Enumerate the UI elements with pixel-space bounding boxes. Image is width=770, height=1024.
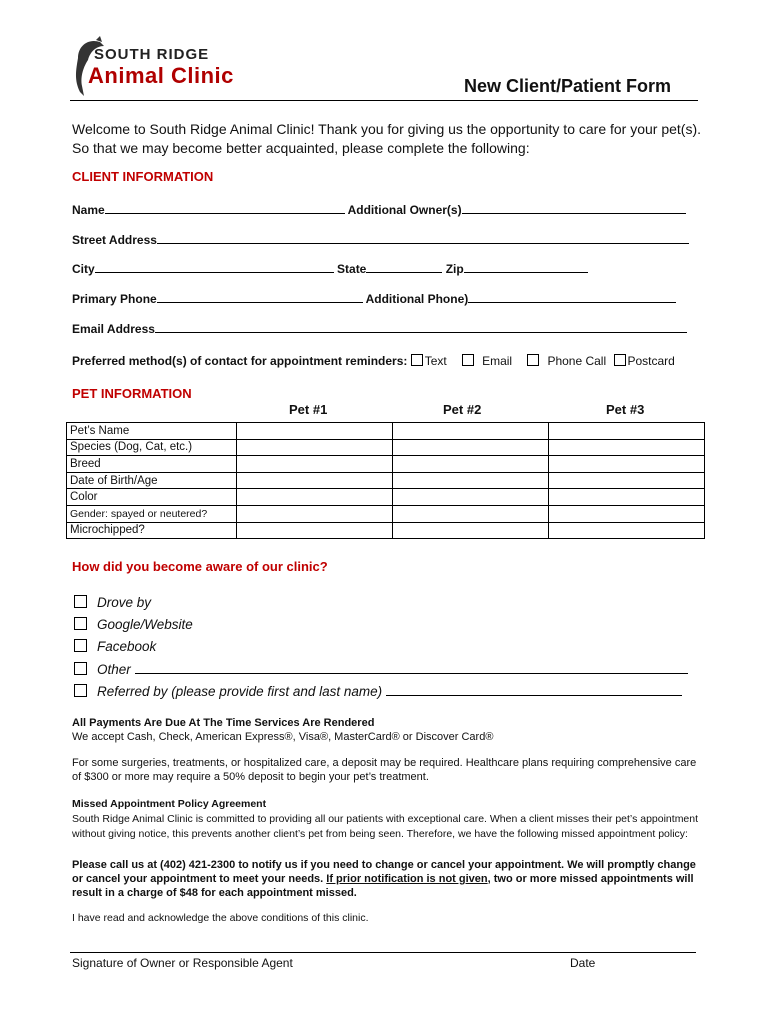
table-row	[67, 439, 705, 456]
additional-phone-label: Additional Phone)	[365, 292, 469, 306]
logo-line1: SOUTH RIDGE	[94, 46, 210, 63]
name-field[interactable]	[105, 201, 345, 214]
pet2-cell[interactable]	[393, 489, 549, 506]
pet1-cell[interactable]	[237, 489, 393, 506]
other-label: Other	[97, 662, 131, 677]
payments-heading: All Payments Are Due At The Time Services Are Rendered	[72, 717, 375, 729]
google-label: Google/Website	[97, 617, 193, 632]
name-label: Name	[72, 203, 105, 217]
policy-text: South Ridge Animal Clinic is committed to providing all our patients with exceptional care. When a client misses their pet’s appointment without giving notice, this prevents another client’s pet from being seen. Therefore, we have the following missed appointment policy:	[72, 813, 699, 840]
option-referred	[74, 683, 682, 699]
street-field[interactable]	[157, 231, 689, 244]
row-label: Color	[67, 489, 237, 506]
clinic-logo	[70, 36, 260, 98]
state-label: State	[337, 262, 367, 276]
other-checkbox[interactable]	[74, 662, 87, 675]
city-field[interactable]	[95, 260, 334, 273]
intro-text: Welcome to South Ridge Animal Clinic! Thank you for giving us the opportunity to care for your pet(s). So that we may become better acquainted, please complete the following:	[72, 121, 702, 156]
zip-field[interactable]	[464, 260, 588, 273]
pet2-cell[interactable]	[393, 439, 549, 456]
city-label: City	[72, 262, 95, 276]
policy-bold-a: Please call us at (402) 421-2300 to notify us if you need to change or cancel your appointment. We will promptly change or cancel your appointment to meet your needs.	[72, 859, 696, 885]
other-field[interactable]	[135, 661, 688, 674]
pet3-cell[interactable]	[549, 439, 705, 456]
pet1-header: Pet #1	[289, 402, 328, 417]
phone-call-option: Phone Call	[547, 354, 607, 368]
drove-by-checkbox[interactable]	[74, 595, 87, 608]
acknowledge-text: I have read and acknowledge the above conditions of this clinic.	[72, 912, 369, 924]
state-field[interactable]	[366, 260, 442, 273]
policy-bold-underline: If prior notification is not given	[326, 873, 488, 885]
facebook-checkbox[interactable]	[74, 639, 87, 652]
facebook-label: Facebook	[97, 639, 157, 654]
option-other	[74, 661, 688, 677]
additional-owners-field[interactable]	[462, 201, 686, 214]
postcard-checkbox[interactable]	[614, 354, 626, 366]
row-label: Species (Dog, Cat, etc.)	[67, 439, 237, 456]
pet3-cell[interactable]	[549, 489, 705, 506]
pet2-cell[interactable]	[393, 472, 549, 489]
policy-heading: Missed Appointment Policy Agreement	[72, 798, 267, 810]
name-row	[72, 201, 686, 217]
logo-line2: Animal Clinic	[88, 63, 234, 88]
row-label: Breed	[67, 456, 237, 473]
table-row	[67, 456, 705, 473]
pet2-cell[interactable]	[393, 505, 549, 522]
pet3-cell[interactable]	[549, 472, 705, 489]
pet1-cell[interactable]	[237, 522, 393, 539]
street-row	[72, 231, 689, 247]
signature-label: Signature of Owner or Responsible Agent	[72, 956, 293, 970]
additional-owners-label: Additional Owner(s)	[347, 203, 462, 217]
date-label: Date	[570, 956, 596, 970]
row-label: Pet’s Name	[67, 423, 237, 440]
table-row	[67, 423, 705, 440]
email-label: Email Address	[72, 322, 155, 336]
aware-question: How did you become aware of our clinic?	[72, 559, 328, 574]
pet1-cell[interactable]	[237, 423, 393, 440]
pet2-cell[interactable]	[393, 522, 549, 539]
pet2-cell[interactable]	[393, 423, 549, 440]
city-row	[72, 260, 588, 276]
additional-phone-field[interactable]	[468, 290, 676, 303]
pet2-header: Pet #2	[443, 402, 482, 417]
policy-bold-b: , two or more missed appointments will result in a charge of $48 for each appointment missed.	[72, 873, 694, 899]
row-label: Microchipped?	[67, 522, 237, 539]
email-field[interactable]	[155, 320, 687, 333]
google-checkbox[interactable]	[74, 617, 87, 630]
street-label: Street Address	[72, 233, 157, 247]
table-row	[67, 522, 705, 539]
table-row	[67, 489, 705, 506]
deposit-text: For some surgeries, treatments, or hospitalized care, a deposit may be required. Healthcare plans requiring comprehensive care of $300 or more may require a 50% deposit to begin your pet’s treatment.	[72, 757, 697, 783]
option-facebook	[74, 639, 156, 654]
row-label: Date of Birth/Age	[67, 472, 237, 489]
preferred-label: Preferred method(s) of contact for appointment reminders:	[72, 354, 408, 368]
referred-checkbox[interactable]	[74, 684, 87, 697]
pet3-cell[interactable]	[549, 456, 705, 473]
table-row	[67, 505, 705, 522]
referred-field[interactable]	[386, 683, 682, 696]
email-checkbox[interactable]	[462, 354, 474, 366]
pet-heading: PET INFORMATION	[72, 386, 192, 401]
pet2-cell[interactable]	[393, 456, 549, 473]
pet3-cell[interactable]	[549, 505, 705, 522]
referred-label: Referred by (please provide first and last name)	[97, 684, 383, 699]
page-title: New Client/Patient Form	[464, 76, 672, 96]
title-rule	[70, 100, 698, 101]
pet3-header: Pet #3	[606, 402, 645, 417]
row-label: Gender: spayed or neutered?	[67, 505, 237, 522]
pet-table	[66, 422, 705, 539]
postcard-option: Postcard	[627, 354, 675, 368]
phone-call-checkbox[interactable]	[527, 354, 539, 366]
pet1-cell[interactable]	[237, 472, 393, 489]
drove-by-label: Drove by	[97, 595, 152, 610]
phone-row	[72, 290, 676, 306]
email-option: Email	[482, 354, 513, 368]
pet1-cell[interactable]	[237, 505, 393, 522]
zip-label: Zip	[445, 262, 464, 276]
option-drove-by	[74, 595, 151, 610]
primary-phone-label: Primary Phone	[72, 292, 157, 306]
client-heading: CLIENT INFORMATION	[72, 169, 214, 184]
text-option: Text	[424, 354, 447, 368]
contact-method-row	[72, 354, 675, 368]
pet3-cell[interactable]	[549, 522, 705, 539]
pet1-cell[interactable]	[237, 456, 393, 473]
pet1-cell[interactable]	[237, 439, 393, 456]
option-google	[74, 617, 193, 632]
text-checkbox[interactable]	[411, 354, 423, 366]
pet3-cell[interactable]	[549, 423, 705, 440]
primary-phone-field[interactable]	[157, 290, 363, 303]
policy-bold	[72, 858, 702, 900]
payments-accepted: We accept Cash, Check, American Express®, Visa®, MasterCard® or Discover Card®	[72, 731, 494, 743]
email-row	[72, 320, 687, 336]
table-row	[67, 472, 705, 489]
signature-line[interactable]	[70, 952, 696, 953]
